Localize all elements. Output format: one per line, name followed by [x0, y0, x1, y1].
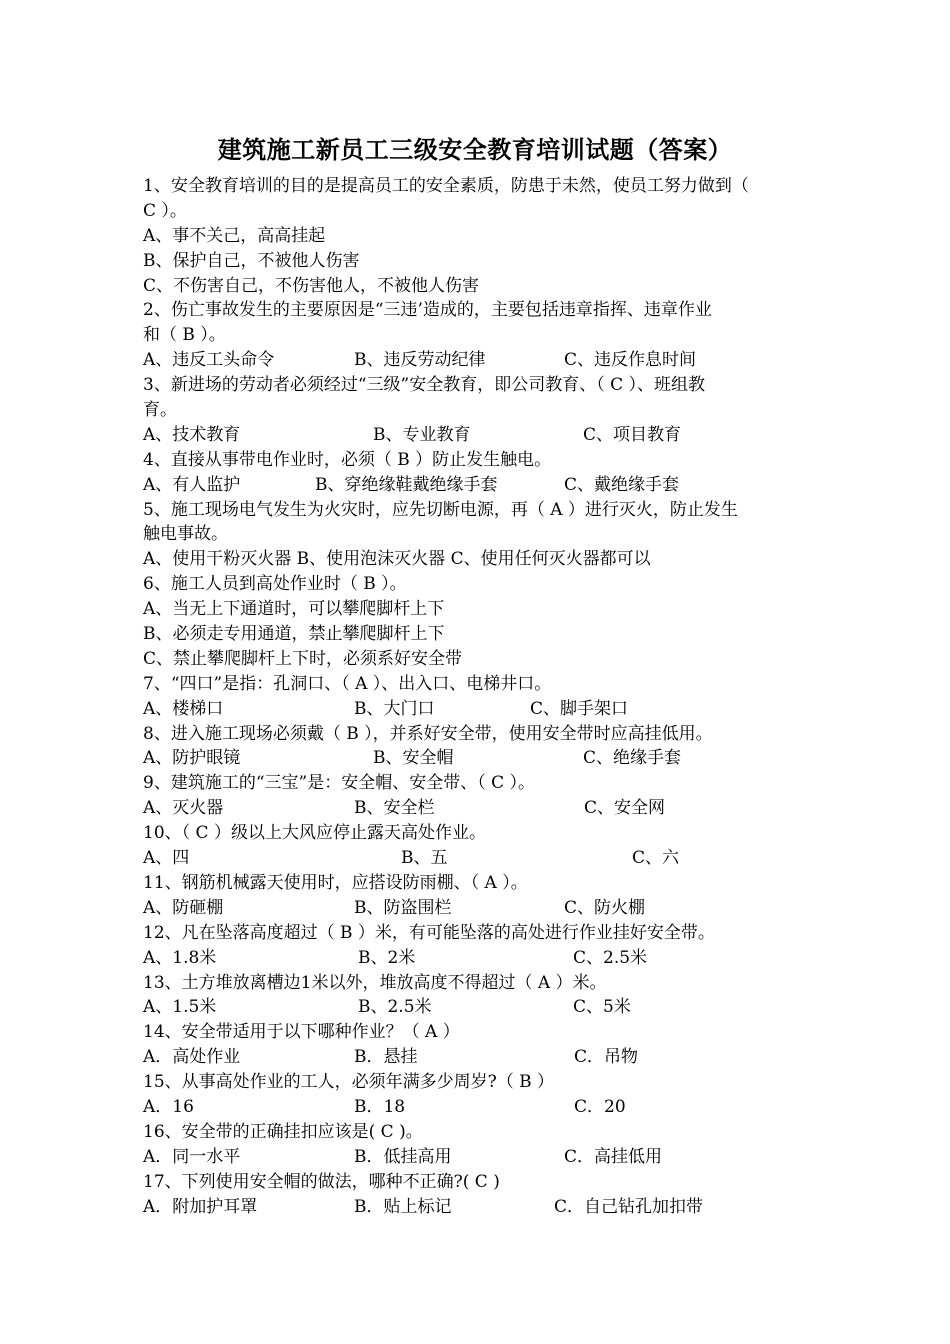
option-row — [143, 796, 813, 821]
text-line: A、事不关己，高高挂起 — [143, 225, 326, 246]
option-text: A、1.5米 — [143, 997, 217, 1018]
text-line: 7、“四口”是指：孔洞口、（ A ）、出入口、电梯井口。 — [143, 673, 552, 694]
option-text: A、违反工头命令 — [143, 350, 275, 371]
text-line: 15、从事高处作业的工人，必须年满多少周岁?（ B ） — [143, 1072, 555, 1093]
option-text: B．低挂高用 — [354, 1146, 452, 1167]
text-line: A、当无上下通道时，可以攀爬脚杆上下 — [143, 599, 445, 620]
text-line: C ）。 — [143, 200, 187, 221]
text-line: 1、安全教育培训的目的是提高员工的安全素质，防患于未然，使员工努力做到（ — [143, 176, 749, 196]
text-line: B、保护自己，不被他人伤害 — [143, 250, 360, 271]
text-line: 17、下列使用安全帽的做法，哪种不正确?( C ) — [143, 1171, 500, 1192]
option-text: B、防盗围栏 — [354, 897, 452, 918]
option-text: A、1.8米 — [143, 947, 217, 968]
option-row — [143, 1095, 813, 1120]
option-row — [143, 697, 813, 722]
option-text: B．贴上标记 — [354, 1196, 452, 1217]
option-text: A．高处作业 — [143, 1047, 241, 1068]
text-line: 13、土方堆放离槽边1米以外，堆放高度不得超过（ A ）米。 — [143, 972, 607, 993]
option-text: A．附加护耳罩 — [143, 1196, 258, 1217]
option-text: B．悬挂 — [354, 1047, 418, 1068]
text-line: 14、安全带适用于以下哪种作业？（ A ） — [143, 1022, 460, 1043]
option-text: A、技术教育 — [143, 424, 241, 445]
option-row — [143, 473, 813, 498]
option-row — [143, 1045, 813, 1070]
option-row — [143, 1195, 813, 1220]
option-text: C、2.5米 — [573, 947, 648, 968]
option-text: C．自己钻孔加扣带 — [554, 1196, 704, 1217]
text-line: 9、建筑施工的“三宝”是：安全帽、安全带、（ C ）。 — [143, 773, 536, 794]
option-text: C、戴绝缘手套 — [564, 474, 680, 495]
option-text: C、违反作息时间 — [564, 350, 697, 371]
option-text: A、四 — [143, 848, 190, 869]
text-line: A、使用干粉灭火器 B、使用泡沫灭火器 C、使用任何灭火器都可以 — [143, 549, 651, 570]
text-line: 3、新进场的劳动者必须经过“三级”安全教育，即公司教育、（ C ）、班组教 — [143, 375, 706, 396]
option-text: B、安全帽 — [373, 748, 454, 769]
option-text: B、穿绝缘鞋戴绝缘手套 — [315, 474, 498, 495]
text-line: 6、施工人员到高处作业时（ B ）。 — [143, 574, 407, 595]
option-row — [143, 1145, 813, 1170]
option-text: B、专业教育 — [373, 424, 471, 445]
option-text: C、项目教育 — [583, 424, 682, 445]
option-text: A、防砸棚 — [143, 897, 224, 918]
option-text: C、防火棚 — [564, 897, 646, 918]
option-text: C、绝缘手套 — [583, 748, 682, 769]
text-line: 育。 — [143, 400, 177, 421]
text-line: 和（ B ）。 — [143, 325, 226, 346]
question-list — [143, 174, 813, 1219]
option-row — [143, 846, 813, 871]
text-line: C、禁止攀爬脚杆上下时，必须系好安全带 — [143, 648, 463, 669]
option-row — [143, 946, 813, 971]
text-line: 11、钢筋机械露天使用时，应搭设防雨棚、（ A ）。 — [143, 872, 528, 893]
option-text: B．18 — [354, 1096, 406, 1117]
option-text: C、5米 — [573, 997, 631, 1018]
option-row — [143, 995, 813, 1020]
option-row — [143, 348, 813, 373]
option-text: B、安全栏 — [354, 798, 435, 819]
option-text: A、楼梯口 — [143, 698, 224, 719]
text-line: 5、施工现场电气发生为火灾时，应先切断电源，再（ A ）进行灭火，防止发生 — [143, 499, 738, 520]
text-line: B、必须走专用通道，禁止攀爬脚杆上下 — [143, 624, 445, 645]
option-text: C、六 — [632, 848, 680, 869]
document-title: 建筑施工新员工三级安全教育培训试题（答案） — [217, 135, 733, 164]
option-text: B、2.5米 — [358, 997, 432, 1018]
text-line: 16、安全带的正确挂扣应该是( C )。 — [143, 1121, 423, 1142]
option-text: B、2米 — [358, 947, 416, 968]
option-row — [143, 896, 813, 921]
text-line: 2、伤亡事故发生的主要原因是“三违’造成的，主要包括违章指挥、违章作业 — [143, 300, 712, 321]
text-line: 8、进入施工现场必须戴（ B ），并系好安全带，使用安全带时应高挂低用。 — [143, 723, 713, 744]
option-text: A、防护眼镜 — [143, 748, 241, 769]
option-text: A．16 — [143, 1096, 194, 1117]
option-row — [143, 746, 813, 771]
text-line: 4、直接从事带电作业时，必须（ B ）防止发生触电。 — [143, 449, 552, 470]
option-text: A．同一水平 — [143, 1146, 241, 1167]
text-line: 10、（ C ）级以上大风应停止露天高处作业。 — [143, 823, 486, 844]
option-text: B、违反劳动纪律 — [354, 350, 486, 371]
option-row — [143, 423, 813, 448]
option-text: B、大门口 — [354, 698, 435, 719]
option-text: C．吊物 — [574, 1047, 639, 1068]
option-text: C、脚手架口 — [530, 698, 629, 719]
option-text: A、灭火器 — [143, 798, 224, 819]
option-text: C．20 — [574, 1096, 626, 1117]
option-text: A、有人监护 — [143, 474, 241, 495]
option-text: C．高挂低用 — [564, 1146, 663, 1167]
option-text: B、五 — [401, 848, 448, 869]
text-line: 触电事故。 — [143, 524, 228, 545]
text-line: C、不伤害自己，不伤害他人，不被他人伤害 — [143, 275, 480, 296]
option-text: C、安全网 — [584, 798, 666, 819]
text-line: 12、凡在坠落高度超过（ B ）米，有可能坠落的高处进行作业挂好安全带。 — [143, 922, 715, 943]
